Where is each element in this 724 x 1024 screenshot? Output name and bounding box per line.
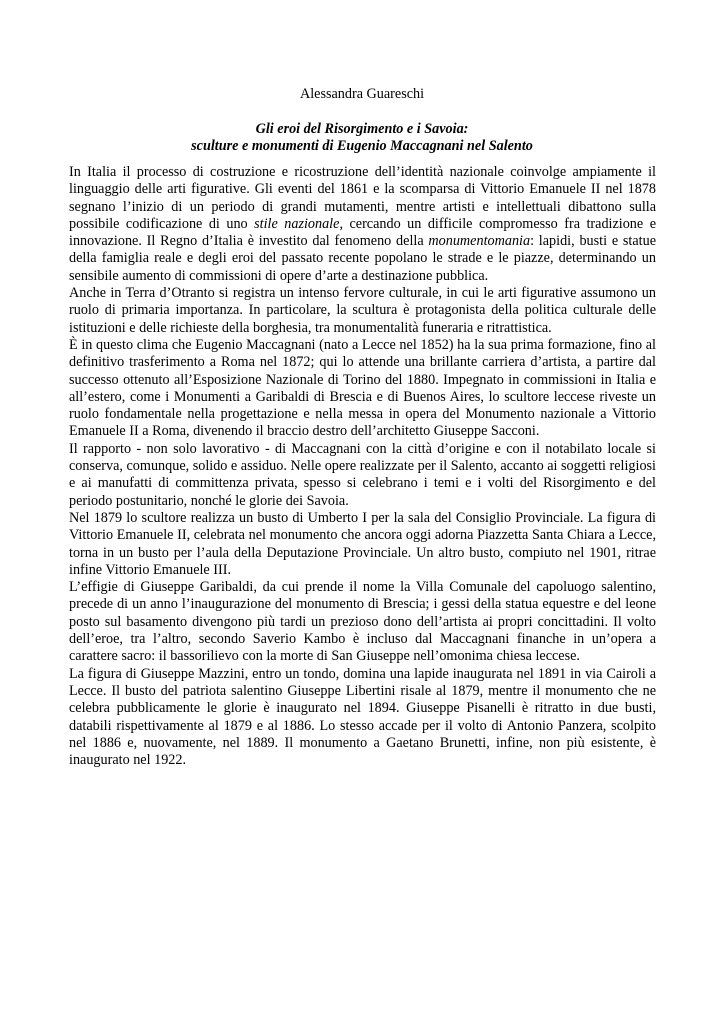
title-line-2: sculture e monumenti di Eugenio Maccagnani nel Salento <box>191 138 533 154</box>
paragraph-3: È in questo clima che Eugenio Maccagnani (nato a Lecce nel 1852) ha la sua prima formazione, fino al definitivo trasferimento a Roma nel 1872; qui lo attende una brillante carriera d’artista, a partire dal successo ottenuto all’Esposizione Nazionale di Torino del 1880. Impegnato in commissioni in Italia e all’estero, come i Monumenti a Garibaldi di Brescia e di Buenos Aires, lo scultore leccese riveste un ruolo fondamentale nella progettazione e nella messa in opera del Monumento nazionale a Vittorio Emanuele II a Roma, divenendo il braccio destro dell’architetto Giuseppe Sacconi. <box>69 336 656 440</box>
stile-nazionale-emphasis: stile nazionale <box>254 215 340 232</box>
paragraph-1-text-a: In Italia il processo di costruzione e ricostruzione dell’identità nazionale coinvolge ampiamente il linguaggio delle arti figurative. Gli eventi del 1861 e la scomparsa di Vittorio Emanuele II nel 1878 segnano l’inizio di un periodo di grandi mutamenti, mentre artisti e intellettuali dibattono sulla possibile codificazione di uno <box>69 164 656 232</box>
paragraph-1-text-c: , cercando un difficile compromesso fra tradizione e innovazione. Il Regno d’Italia è investito dal fenomeno della <box>69 215 656 250</box>
paragraph-4: Il rapporto - non solo lavorativo - di Maccagnani con la città d’origine e con il notabilato locale si conserva, comunque, solido e assiduo. Nelle opere realizzate per il Salento, accanto ai soggetti religiosi e ai manufatti di committenza privata, spesso si celebrano i temi e i volti del Risorgimento e del periodo postunitario, nonché le glorie dei Savoia. <box>69 440 657 509</box>
author-name: Alessandra Guareschi <box>299 86 425 102</box>
paragraph-1-text-e: : lapidi, busti e statue della famiglia reale e degli eroi del passato recente popolano le strade e le piazze, determinando un sensibile aumento di commissioni di opere d’arte a destinazione pubblica. <box>69 233 656 284</box>
paragraph-6: L’effigie di Giuseppe Garibaldi, da cui prende il nome la Villa Comunale del capoluogo salentino, precede di un anno l’inaugurazione del monumento di Brescia; i gessi della statua equestre e del leone posto sul basamento divengono più tardi un prezioso dono dell’artista ai propri concittadini. Il volto dell’eroe, tra l’altro, secondo Saverio Kambo è incluso dal Maccagnani finanche in un’opera a carattere sacro: il bassorilievo con la morte di San Giuseppe nell’omonima chiesa leccese. <box>69 579 656 665</box>
title-line-1: Gli eroi del Risorgimento e i Savoia: <box>255 121 469 137</box>
paragraph-5: Nel 1879 lo scultore realizza un busto di Umberto I per la sala del Consiglio Provinciale. La figura di Vittorio Emanuele II, celebrata nel monumento che ancora oggi adorna Piazzetta Santa Chiara a Lecce, torna in un busto per l’aula della Deputazione Provinciale. Un altro busto, compiuto nel 1901, ritrae infine Vittorio Emanuele III. <box>69 509 656 578</box>
paragraph-1 <box>69 164 656 285</box>
monumentomania-emphasis: monumentomania <box>428 233 531 250</box>
document-body <box>69 164 656 769</box>
document-title <box>0 121 724 155</box>
paragraph-7: La figura di Giuseppe Mazzini, entro un tondo, domina una lapide inaugurata nel 1891 in via Cairoli a Lecce. Il busto del patriota salentino Giuseppe Libertini risale al 1879, mentre il monumento che ne celebra pubblicamente le glorie è inaugurato nel 1894. Giuseppe Pisanelli è ritratto in due busti, databili rispettivamente al 1879 e al 1886. Lo stesso accade per il volto di Antonio Panzera, scolpito nel 1886 e, nuovamente, nel 1889. Il monumento a Gaetano Brunetti, infine, non più esistente, è inaugurato nel 1922. <box>69 665 656 769</box>
paragraph-2: Anche in Terra d’Otranto si registra un intenso fervore culturale, in cui le arti figurative assumono un ruolo di primaria importanza. In particolare, la scultura è protagonista della politica culturale delle istituzioni e delle richieste della borghesia, tra monumentalità funeraria e ritrattistica. <box>69 285 656 336</box>
